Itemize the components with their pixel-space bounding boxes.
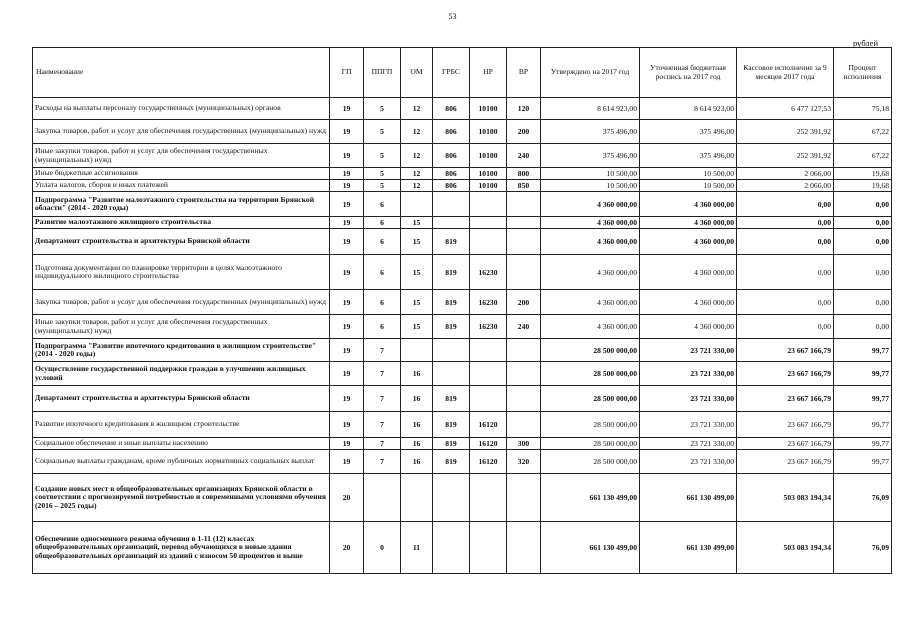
cell-vr: 300 [507,438,541,450]
cell-ppgp: 5 [364,168,401,180]
header-vr: ВР [507,48,541,98]
cell-gp: 20 [330,522,364,574]
cell-grbs: 819 [433,450,470,474]
cell-grbs: 819 [433,412,470,438]
header-np: НР [470,48,507,98]
cell-ppgp: 6 [364,229,401,255]
cell-gp: 19 [330,192,364,217]
cell-vr [507,362,541,386]
cell-percent: 99,77 [834,362,892,386]
cell-grbs: 806 [433,98,470,120]
table-row [33,255,892,290]
cell-cash: 503 083 194,34 [737,522,834,574]
cell-ppgp: 7 [364,362,401,386]
cell-approved: 28 500 000,00 [541,450,640,474]
cell-om: 12 [401,180,433,192]
cell-percent: 0,00 [834,192,892,217]
cell-vr [507,412,541,438]
cell-vr [507,192,541,217]
cell-percent: 0,00 [834,290,892,315]
table-row [33,362,892,386]
cell-name: Обеспечение односменного режима обучения в 1-11 (12) классах общеобразовательных организаций, перевод обучающихся в новые здания общеобразовательных организаций из зданий с износом 50 процентов и выше [33,522,330,574]
cell-name: Департамент строительства и архитектуры Брянской области [33,229,330,255]
cell-name: Социальные выплаты гражданам, кроме публичных нормативных социальных выплат [33,450,330,474]
cell-cash: 23 667 166,79 [737,339,834,362]
cell-ppgp: 7 [364,412,401,438]
cell-approved: 8 614 923,00 [541,98,640,120]
cell-percent: 67,22 [834,120,892,144]
cell-gp: 19 [330,255,364,290]
cell-cash: 252 391,92 [737,120,834,144]
cell-grbs: 819 [433,438,470,450]
cell-vr: 200 [507,120,541,144]
cell-revised: 23 721 330,00 [640,412,737,438]
cell-approved: 661 130 499,00 [541,474,640,522]
cell-revised: 4 360 000,00 [640,315,737,339]
cell-revised: 375 496,00 [640,120,737,144]
cell-vr: 200 [507,290,541,315]
cell-ppgp: 5 [364,98,401,120]
header-cash: Кассовое исполнение за 9 месяцев 2017 года [737,48,834,98]
cell-approved: 4 360 000,00 [541,255,640,290]
cell-name: Уплата налогов, сборов и иных платежей [33,180,330,192]
unit-label: рублей [853,38,878,48]
cell-vr: 850 [507,180,541,192]
cell-percent: 19,68 [834,168,892,180]
cell-grbs [433,362,470,386]
cell-np: 10100 [470,98,507,120]
table-row [33,438,892,450]
table-row [33,98,892,120]
cell-om: 16 [401,362,433,386]
cell-np: 16120 [470,438,507,450]
cell-ppgp: 6 [364,315,401,339]
cell-revised: 23 721 330,00 [640,438,737,450]
cell-gp: 19 [330,412,364,438]
cell-revised: 661 130 499,00 [640,474,737,522]
cell-approved: 10 500,00 [541,168,640,180]
cell-om: 12 [401,98,433,120]
cell-revised: 10 500,00 [640,168,737,180]
budget-table [32,47,892,574]
cell-cash: 252 391,92 [737,144,834,168]
cell-vr: 320 [507,450,541,474]
cell-cash: 503 083 194,34 [737,474,834,522]
cell-name: Департамент строительства и архитектуры Брянской области [33,386,330,412]
page-number: 53 [448,12,457,21]
cell-ppgp: 6 [364,192,401,217]
cell-percent: 99,77 [834,339,892,362]
header-ppgp: ППГП [364,48,401,98]
cell-om: 12 [401,120,433,144]
header-grbs: ГРБС [433,48,470,98]
cell-percent: 76,09 [834,522,892,574]
cell-np [470,192,507,217]
cell-approved: 661 130 499,00 [541,522,640,574]
table-row [33,315,892,339]
cell-cash: 0,00 [737,290,834,315]
cell-grbs: 806 [433,144,470,168]
cell-vr: 800 [507,168,541,180]
cell-om: 15 [401,229,433,255]
cell-np: 10100 [470,180,507,192]
cell-np [470,217,507,229]
cell-approved: 375 496,00 [541,144,640,168]
cell-vr [507,217,541,229]
cell-approved: 10 500,00 [541,180,640,192]
cell-percent: 76,09 [834,474,892,522]
cell-np: 16120 [470,412,507,438]
header-om: ОМ [401,48,433,98]
cell-percent: 99,77 [834,438,892,450]
cell-gp: 19 [330,450,364,474]
cell-cash: 0,00 [737,315,834,339]
cell-om [401,339,433,362]
cell-om: 15 [401,290,433,315]
cell-gp: 19 [330,362,364,386]
cell-grbs: 806 [433,120,470,144]
cell-cash: 23 667 166,79 [737,412,834,438]
cell-name: Закупка товаров, работ и услуг для обеспечения государственных (муниципальных) нужд [33,120,330,144]
cell-gp: 19 [330,180,364,192]
cell-revised: 4 360 000,00 [640,217,737,229]
cell-approved: 4 360 000,00 [541,290,640,315]
cell-grbs [433,192,470,217]
cell-cash: 23 667 166,79 [737,438,834,450]
table-body [33,98,892,574]
cell-vr: 120 [507,98,541,120]
cell-om: 16 [401,386,433,412]
cell-om: 15 [401,255,433,290]
cell-cash: 2 066,00 [737,168,834,180]
cell-ppgp: 6 [364,217,401,229]
cell-np: 10100 [470,120,507,144]
cell-ppgp: 6 [364,290,401,315]
cell-vr: 240 [507,144,541,168]
cell-gp: 19 [330,144,364,168]
table-row [33,412,892,438]
cell-gp: 19 [330,290,364,315]
cell-cash: 6 477 127,53 [737,98,834,120]
cell-revised: 375 496,00 [640,144,737,168]
cell-cash: 0,00 [737,255,834,290]
cell-approved: 28 500 000,00 [541,438,640,450]
cell-om [401,192,433,217]
header-row [33,48,892,98]
cell-ppgp: 7 [364,450,401,474]
cell-gp: 19 [330,168,364,180]
cell-vr [507,229,541,255]
cell-om: 12 [401,144,433,168]
cell-np: 10100 [470,168,507,180]
cell-name: Иные закупки товаров, работ и услуг для обеспечения государственных (муниципальных) нужд [33,315,330,339]
cell-grbs [433,339,470,362]
cell-om: 15 [401,217,433,229]
cell-cash: 23 667 166,79 [737,386,834,412]
cell-vr [507,386,541,412]
cell-approved: 28 500 000,00 [541,386,640,412]
table-row [33,217,892,229]
cell-grbs: 806 [433,180,470,192]
cell-gp: 19 [330,217,364,229]
cell-np: 16230 [470,255,507,290]
cell-percent: 0,00 [834,217,892,229]
cell-approved: 28 500 000,00 [541,339,640,362]
cell-gp: 19 [330,98,364,120]
cell-percent: 99,77 [834,450,892,474]
cell-vr [507,474,541,522]
table-row [33,180,892,192]
cell-ppgp: 6 [364,255,401,290]
cell-approved: 28 500 000,00 [541,412,640,438]
table-row [33,450,892,474]
cell-gp: 19 [330,386,364,412]
cell-vr [507,339,541,362]
cell-approved: 4 360 000,00 [541,229,640,255]
cell-gp: 20 [330,474,364,522]
cell-cash: 23 667 166,79 [737,450,834,474]
table-row [33,144,892,168]
cell-grbs: 819 [433,290,470,315]
cell-np [470,362,507,386]
table-row [33,192,892,217]
cell-np [470,474,507,522]
cell-name: Осуществление государственной поддержки граждан в улучшении жилищных условий [33,362,330,386]
cell-name: Закупка товаров, работ и услуг для обеспечения государственных (муниципальных) нужд [33,290,330,315]
header-gp: ГП [330,48,364,98]
cell-np: 16230 [470,290,507,315]
cell-ppgp: 7 [364,386,401,412]
cell-percent: 99,77 [834,412,892,438]
cell-revised: 661 130 499,00 [640,522,737,574]
table-row [33,522,892,574]
cell-name: Социальное обеспечение и иные выплаты населению [33,438,330,450]
cell-cash: 23 667 166,79 [737,362,834,386]
cell-approved: 28 500 000,00 [541,362,640,386]
cell-np [470,522,507,574]
cell-vr [507,255,541,290]
cell-grbs: 819 [433,315,470,339]
cell-gp: 19 [330,339,364,362]
cell-gp: 19 [330,120,364,144]
cell-gp: 19 [330,438,364,450]
table-row [33,229,892,255]
cell-om: 15 [401,315,433,339]
cell-approved: 4 360 000,00 [541,217,640,229]
cell-percent: 0,00 [834,315,892,339]
cell-revised: 4 360 000,00 [640,255,737,290]
cell-name: Создание новых мест в общеобразовательных организациях Брянской области в соответствии с прогнозируемой потребностью и современными условиями обучения (2016 – 2025 годы) [33,474,330,522]
cell-om: 16 [401,412,433,438]
cell-vr: 240 [507,315,541,339]
cell-percent: 19,68 [834,180,892,192]
cell-cash: 0,00 [737,229,834,255]
cell-grbs: 806 [433,168,470,180]
cell-ppgp: 5 [364,180,401,192]
cell-ppgp: 7 [364,438,401,450]
cell-approved: 4 360 000,00 [541,192,640,217]
header-percent: Процент исполнения [834,48,892,98]
cell-ppgp: 0 [364,522,401,574]
cell-np: 10100 [470,144,507,168]
cell-name: Подпрограмма "Развитие ипотечного кредитования в жилищном строительстве" (2014 - 2020 годы) [33,339,330,362]
cell-revised: 8 614 923,00 [640,98,737,120]
cell-gp: 19 [330,315,364,339]
cell-np [470,386,507,412]
cell-grbs: 819 [433,255,470,290]
cell-np [470,339,507,362]
cell-ppgp: 7 [364,339,401,362]
cell-ppgp: 5 [364,144,401,168]
cell-percent: 99,77 [834,386,892,412]
cell-grbs: 819 [433,386,470,412]
cell-name: Развитие малоэтажного жилищного строительства [33,217,330,229]
cell-percent: 0,00 [834,255,892,290]
cell-percent: 75,18 [834,98,892,120]
header-approved: Утверждено на 2017 год [541,48,640,98]
cell-grbs: 819 [433,229,470,255]
cell-revised: 4 360 000,00 [640,192,737,217]
cell-grbs [433,474,470,522]
cell-percent: 67,22 [834,144,892,168]
table-row [33,339,892,362]
cell-revised: 23 721 330,00 [640,339,737,362]
cell-name: Подпрограмма "Развитие малоэтажного строительства на территории Брянской области" (2014 - 2020 годы) [33,192,330,217]
header-name: Наименование [33,48,330,98]
cell-gp: 19 [330,229,364,255]
cell-name: Развитие ипотечного кредитования в жилищном строительстве [33,412,330,438]
cell-np: 16120 [470,450,507,474]
cell-revised: 10 500,00 [640,180,737,192]
cell-revised: 23 721 330,00 [640,386,737,412]
cell-grbs [433,217,470,229]
cell-om: 11 [401,522,433,574]
cell-cash: 2 066,00 [737,180,834,192]
table-row [33,290,892,315]
cell-np: 16230 [470,315,507,339]
cell-revised: 23 721 330,00 [640,450,737,474]
cell-revised: 23 721 330,00 [640,362,737,386]
table-row [33,386,892,412]
cell-cash: 0,00 [737,217,834,229]
cell-om: 16 [401,438,433,450]
cell-vr [507,522,541,574]
cell-om: 12 [401,168,433,180]
table-row [33,120,892,144]
cell-grbs [433,522,470,574]
cell-name: Расходы на выплаты персоналу государственных (муниципальных) органов [33,98,330,120]
cell-ppgp: 5 [364,120,401,144]
table-row [33,474,892,522]
cell-name: Подготовка документации по планировке территории в целях малоэтажного индивидуального жилищного строительства [33,255,330,290]
cell-revised: 4 360 000,00 [640,229,737,255]
cell-om [401,474,433,522]
cell-name: Иные закупки товаров, работ и услуг для обеспечения государственных (муниципальных) нужд [33,144,330,168]
cell-np [470,229,507,255]
cell-approved: 4 360 000,00 [541,315,640,339]
cell-approved: 375 496,00 [541,120,640,144]
cell-om: 16 [401,450,433,474]
cell-ppgp [364,474,401,522]
cell-cash: 0,00 [737,192,834,217]
table-row [33,168,892,180]
cell-name: Иные бюджетные ассигнования [33,168,330,180]
cell-revised: 4 360 000,00 [640,290,737,315]
header-revised: Уточненная бюджетная роспись на 2017 год [640,48,737,98]
cell-percent: 0,00 [834,229,892,255]
